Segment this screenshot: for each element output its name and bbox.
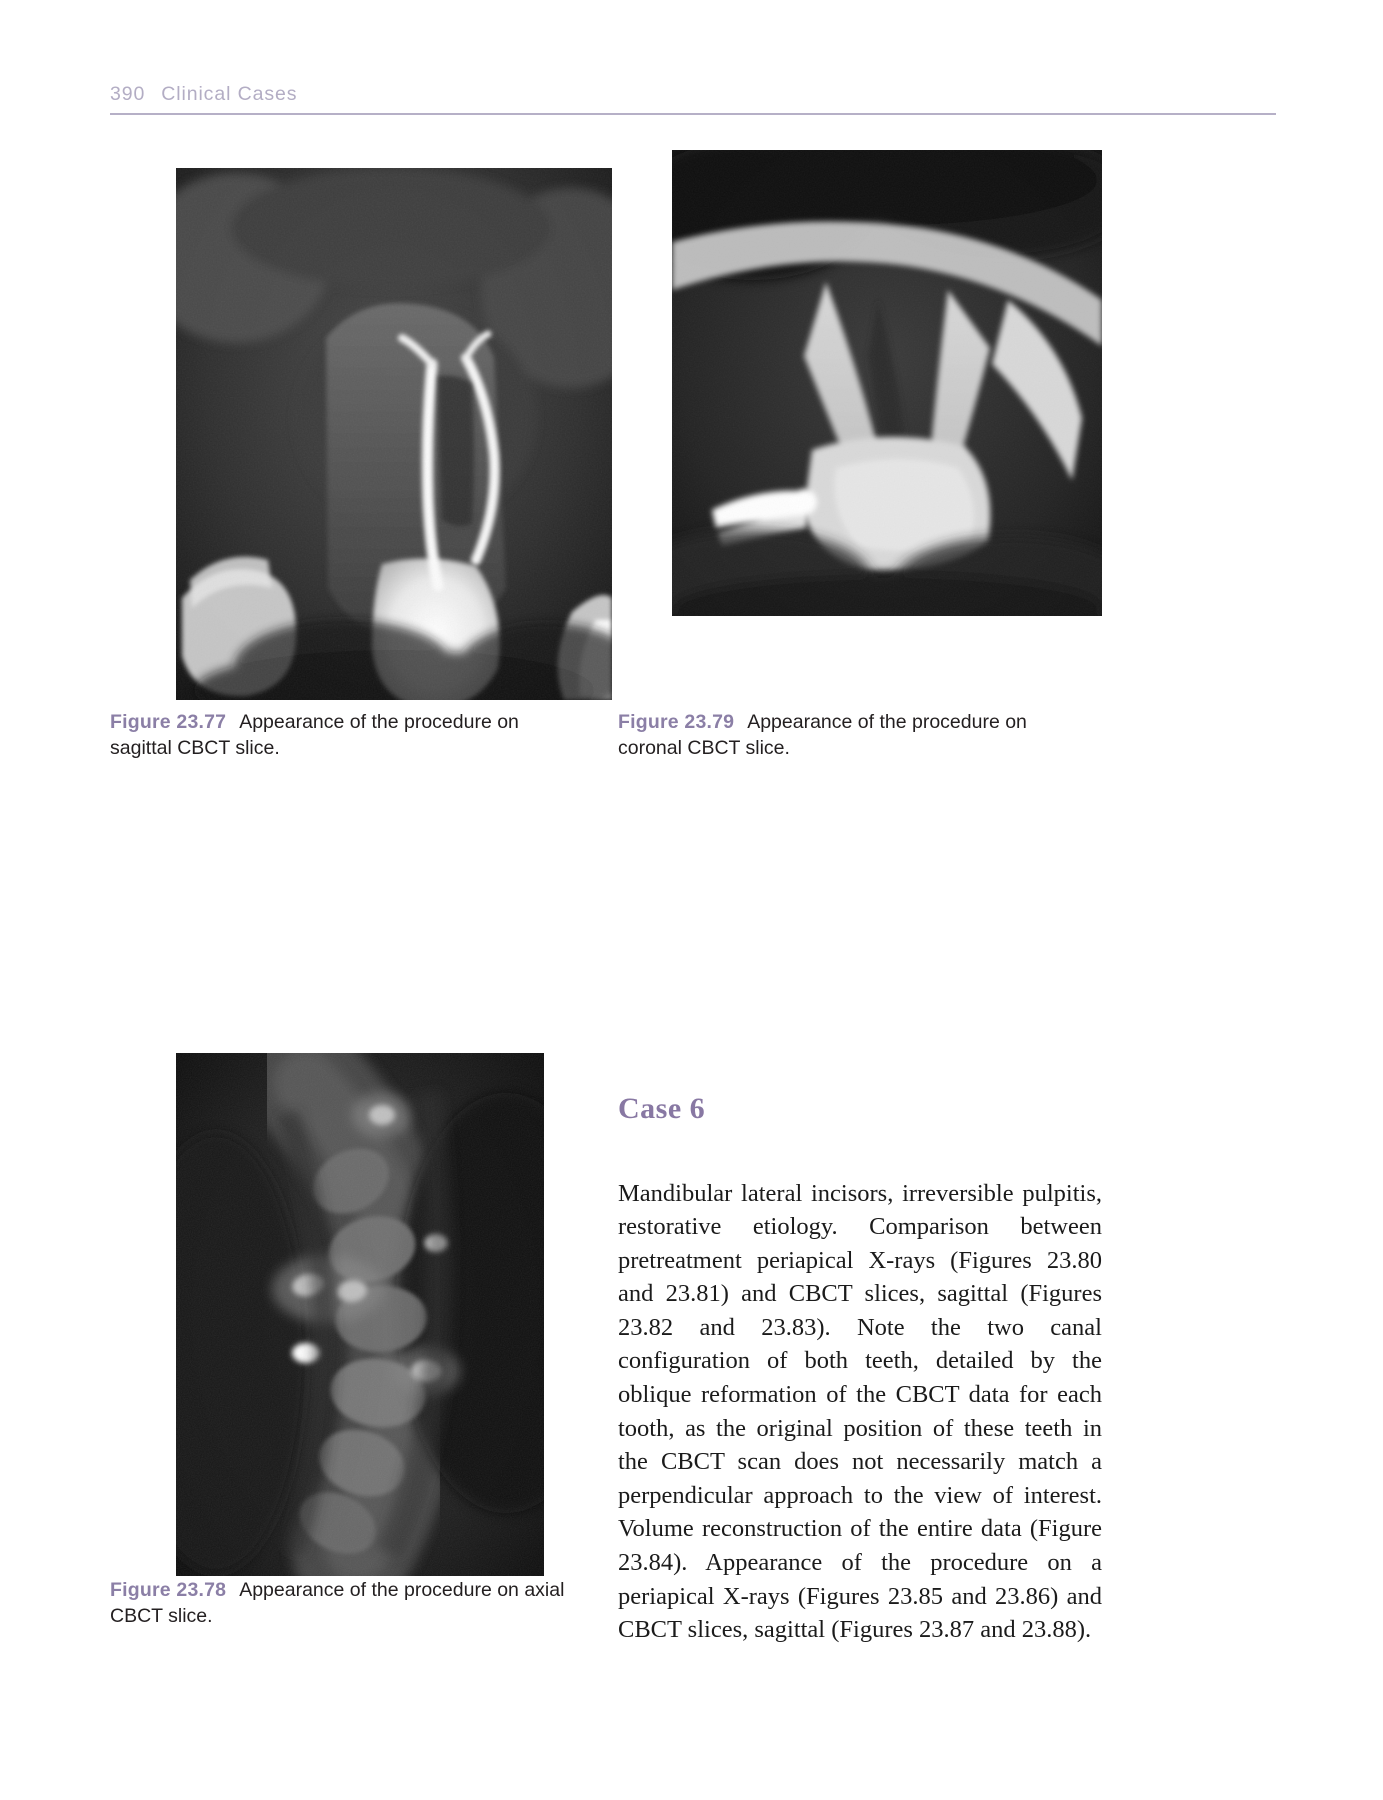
figure-caption-text: Appearance of the procedure on sagittal CBCT slice. [110,711,519,759]
running-head-title: Clinical Cases [161,83,298,105]
figure-caption-23-79 [618,710,1088,761]
page-number: 390 [110,83,146,105]
figure-caption-text: Appearance of the procedure on coronal CBCT slice. [618,711,1027,759]
figure-caption-23-78 [110,1578,610,1629]
case-heading: Case 6 [618,1091,706,1125]
header-rule [110,113,1276,115]
case-body-paragraph: Mandibular lateral incisors, irreversible pulpitis, restorative etiology. Comparison between pretreatment periapical X-rays (Figures 23.80 and 23.81) and CBCT slices, sagittal (Figures 23.82 and 23.83). Note the two canal configuration of both teeth, detailed by the oblique reformation of the CBCT data for each tooth, as the original position of these teeth in the CBCT scan does not necessarily match a perpendicular approach to the view of interest. Volume reconstruction of the entire data (Figure 23.84). Appearance of the procedure on a periapical X-rays (Figures 23.85 and 23.86) and CBCT slices, sagittal (Figures 23.87 and 23.88). [618,1179,1102,1644]
sagittal-cbct-slice-radiograph [176,168,612,700]
figure-caption-23-77 [110,710,580,761]
figure-label: Figure 23.78 [110,1579,227,1601]
figure-label: Figure 23.77 [110,711,227,733]
running-head [110,83,297,106]
coronal-cbct-slice-radiograph [672,150,1102,616]
figure-caption-text: Appearance of the procedure on axial CBCT slice. [110,1579,565,1627]
figure-label: Figure 23.79 [618,711,735,733]
axial-cbct-slice-radiograph [176,1053,544,1576]
